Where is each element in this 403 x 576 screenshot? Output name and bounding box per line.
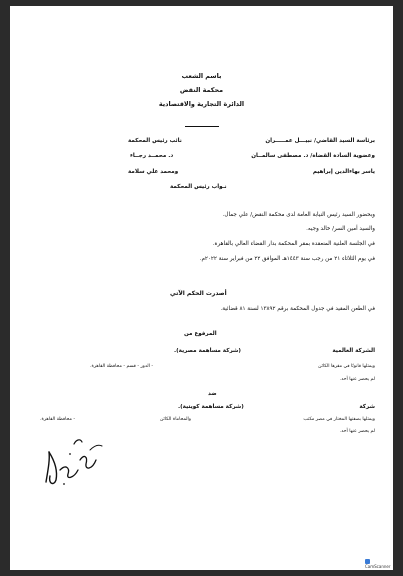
appellant-address-b: - الدور - قسم - محافظة القاهرة.: [90, 364, 154, 369]
document-page: [10, 6, 393, 570]
panel-chair-title: نائب رئيس المحكمة: [128, 138, 182, 144]
header-court-name: محكمة النقض: [179, 86, 224, 94]
date-line: في يوم الثلاثاء ٢١ من رجب سنة ١٤٤٣هـ الموافق ٢٢ من فبراير سنة ٢٠٢٢م.: [199, 256, 375, 262]
panel-chair: برئاسة السيد القاضي/ نبيـــل عمـــــران: [265, 138, 375, 144]
appellant-address-a: ويمثلها قانونًا في مقرها الكائن: [318, 364, 375, 369]
appellant-type: (شركة مساهمة مصرية).: [174, 348, 241, 354]
handwritten-signature: [40, 430, 110, 490]
respondent-address-b: والمحاماة الكائن: [160, 417, 192, 422]
appellant-heading: المرفوع من: [184, 331, 217, 337]
panel-member-1: وعضوية السادة القضاة/ د. مصطفى سالمــان: [251, 153, 375, 159]
respondent-heading: ضد: [208, 391, 217, 397]
verdict-title: أصدرت الحكم الآتي: [170, 290, 227, 297]
header-circuit: الدائرة التجارية والاقتصادية: [158, 100, 245, 108]
case-line: في الطعن المقيد في جدول المحكمة برقم ١٣٨٩٢ لسنة ٨١ قضائية.: [220, 306, 375, 312]
scanner-watermark: [365, 558, 393, 569]
session-line: في الجلسة العلنية المنعقدة بمقر المحكمة بدار القضاء العالي بالقاهرة.: [212, 241, 375, 247]
respondent-type: (شركة مساهمة كويتية).: [178, 404, 244, 410]
appellant-absent: لم يحضر عنها أحد.: [339, 377, 375, 382]
respondent-address-a: ويمثلها بصفتها المختار في مصر مكتب: [303, 417, 375, 422]
appellant-name: الشركة العالمية: [332, 348, 375, 354]
prosecutor-line: وبحضور السيد رئيس النيابة العامة لدى محكمة النقض/ علي جمال.: [222, 212, 375, 218]
respondent-name: شركة: [359, 404, 375, 410]
panel-member-3: ياسر بهاءالدين إبراهيم: [312, 169, 375, 175]
header-divider: [185, 126, 219, 127]
panel-member-4: ومحمد علي سلامة: [128, 169, 179, 175]
secretary-line: والسيد أمين السر/ خالد وجيه.: [306, 226, 375, 232]
panel-deputies: نـواب رئيس المحكمة: [170, 184, 227, 190]
header-line-people: باسم الشعب: [181, 72, 222, 80]
respondent-address-c: - محافظة القاهرة.: [40, 417, 76, 422]
respondent-absent: لم يحضر عنها أحد.: [339, 429, 375, 434]
scanner-label: CamScanner: [365, 563, 391, 569]
panel-member-2: د. محمــد رجــاء: [130, 153, 174, 159]
